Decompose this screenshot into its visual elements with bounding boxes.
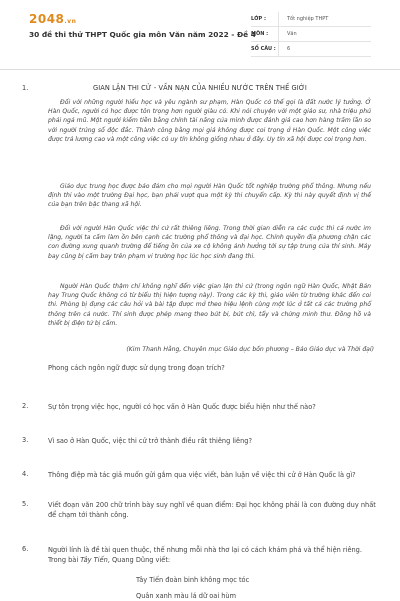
- site-logo[interactable]: [29, 12, 76, 26]
- question-text: Thông điệp mà tác giả muốn gửi gắm qua việc viết, bàn luận về việc thi cử ở Hàn Quốc là gì?: [48, 471, 356, 479]
- passage-source: (Kim Thanh Hằng, Chuyên mục Giáo dục bốn phương – Báo Giáo dục và Thời đại): [126, 346, 374, 353]
- question-text: Vì sao ở Hàn Quốc, việc thi cử trở thành điều rất thiêng liêng?: [48, 437, 252, 445]
- meta-row-subject: [251, 27, 371, 42]
- poem-line: Quân xanh màu lá dữ oai hùm: [136, 592, 237, 600]
- meta-value: Tốt nghiệp THPT: [278, 12, 328, 26]
- work-title: Tây Tiến: [80, 556, 108, 564]
- poem-line: Tây Tiến đoàn binh không mọc tóc: [136, 576, 250, 584]
- question-number: 4.: [22, 470, 29, 478]
- meta-value: Văn: [278, 27, 297, 41]
- question-text-lead: Người lính là đề tài quen thuộc, thế nhưng mỗi nhà thơ lại có cách khám phá và thể hiện riêng. Trong bài: [48, 546, 362, 564]
- passage-paragraph: Đối với những người hiếu học và yêu ngành sư phạm, Hàn Quốc có thể gọi là đất nước lý tưởng. Ở Hàn Quốc, người có học được tôn trọng hơn người giàu có. Khi nói chuyện với một giáo sư, nhà triệu phú phải ngả mũ. Một người kiếm tiền bằng chính tài năng của mình được đánh giá cao hơn hàng trăm lần so với người trúng số độc đắc. Thành công bằng mọi giá không được coi trọng ở Hàn Quốc. Một công việc được trả lương cao và một công việc có uy tín không giống nhau ở đây. Uy tín xã hội được coi trọng hơn.: [48, 99, 371, 143]
- meta-label: SỐ CÂU :: [251, 46, 276, 52]
- question-text: Sự tôn trọng việc học, người có học vấn ở Hàn Quốc được biểu hiện như thế nào?: [48, 403, 316, 411]
- question-number: 3.: [22, 436, 29, 444]
- question-number: 1.: [22, 84, 29, 92]
- passage-paragraph: Giáo dục trung học được bảo đảm cho mọi người Hàn Quốc tốt nghiệp trường phổ thông. Nhưng nếu định thi vào một trường Đại học, bạn phải vượt qua một kỳ thi chuyển cấp. Kỳ thi này quyết định vị thế của bạn trên bậc thang xã hội.: [48, 183, 371, 209]
- meta-row-count: [251, 42, 371, 57]
- document-title: 30 đề thi thử THPT Quốc gia môn Văn năm 2022 - Đề 4: [29, 30, 256, 39]
- exam-meta-table: [251, 12, 371, 57]
- logo-main: 2048: [29, 12, 65, 26]
- logo-suffix: .vn: [64, 18, 77, 25]
- question-number: 5.: [22, 500, 29, 508]
- passage-paragraph: Đối với người Hàn Quốc việc thi cử rất thiêng liêng. Trong thời gian diễn ra các cuộc thi cả nước im lặng, người ta cấm làm ồn bên cạnh các trường phổ thông và đại học. Chính quyền địa phương chặn các con đường xung quanh trường để tiếng ồn của xe cộ không ảnh hưởng tới sự tập trung của thí sinh. Máy bay cũng bị cấm bay trên phạm vi trường học lúc học sinh đang thi.: [48, 225, 371, 260]
- meta-label: LỚP :: [251, 16, 266, 22]
- passage-title: GIAN LẬN THI CỬ - VẤN NẠN CỦA NHIỀU NƯỚC TRÊN THẾ GIỚI: [93, 84, 307, 92]
- question-text: Phong cách ngôn ngữ được sử dụng trong đoạn trích?: [48, 364, 225, 372]
- header-divider: [0, 69, 400, 70]
- question-text: [48, 545, 376, 565]
- question-text-tail: , Quang Dũng viết:: [107, 556, 171, 564]
- passage-paragraph: Người Hàn Quốc thậm chí không nghĩ đến việc gian lận thi cử (trong ngôn ngữ Hàn Quốc, Nhật Bản hay Trung Quốc không có từ biểu thị hiện tượng này). Trong các kỳ thi, giáo viên từ trường khác đến coi thi. Phòng bị đựng các câu hỏi và bài tập được mở theo hiệu lệnh cùng một lúc ở tất cả các trường phổ thông trên cả nước. Thí sinh được phép mang theo bút bi, bút chì, tẩy và chứng minh thư. Đồng hồ và thiết bị điện tử bị cấm.: [48, 283, 371, 327]
- question-number: 2.: [22, 402, 29, 410]
- meta-row-grade: [251, 12, 371, 27]
- question-number: 6.: [22, 545, 29, 553]
- page-header: [0, 0, 400, 60]
- question-text: Viết đoạn văn 200 chữ trình bày suy nghĩ về quan điểm: Đại học không phải là con đường duy nhất để chạm tới thành công.: [48, 501, 376, 519]
- meta-label: MÔN :: [251, 31, 269, 37]
- meta-value: 6: [278, 42, 290, 56]
